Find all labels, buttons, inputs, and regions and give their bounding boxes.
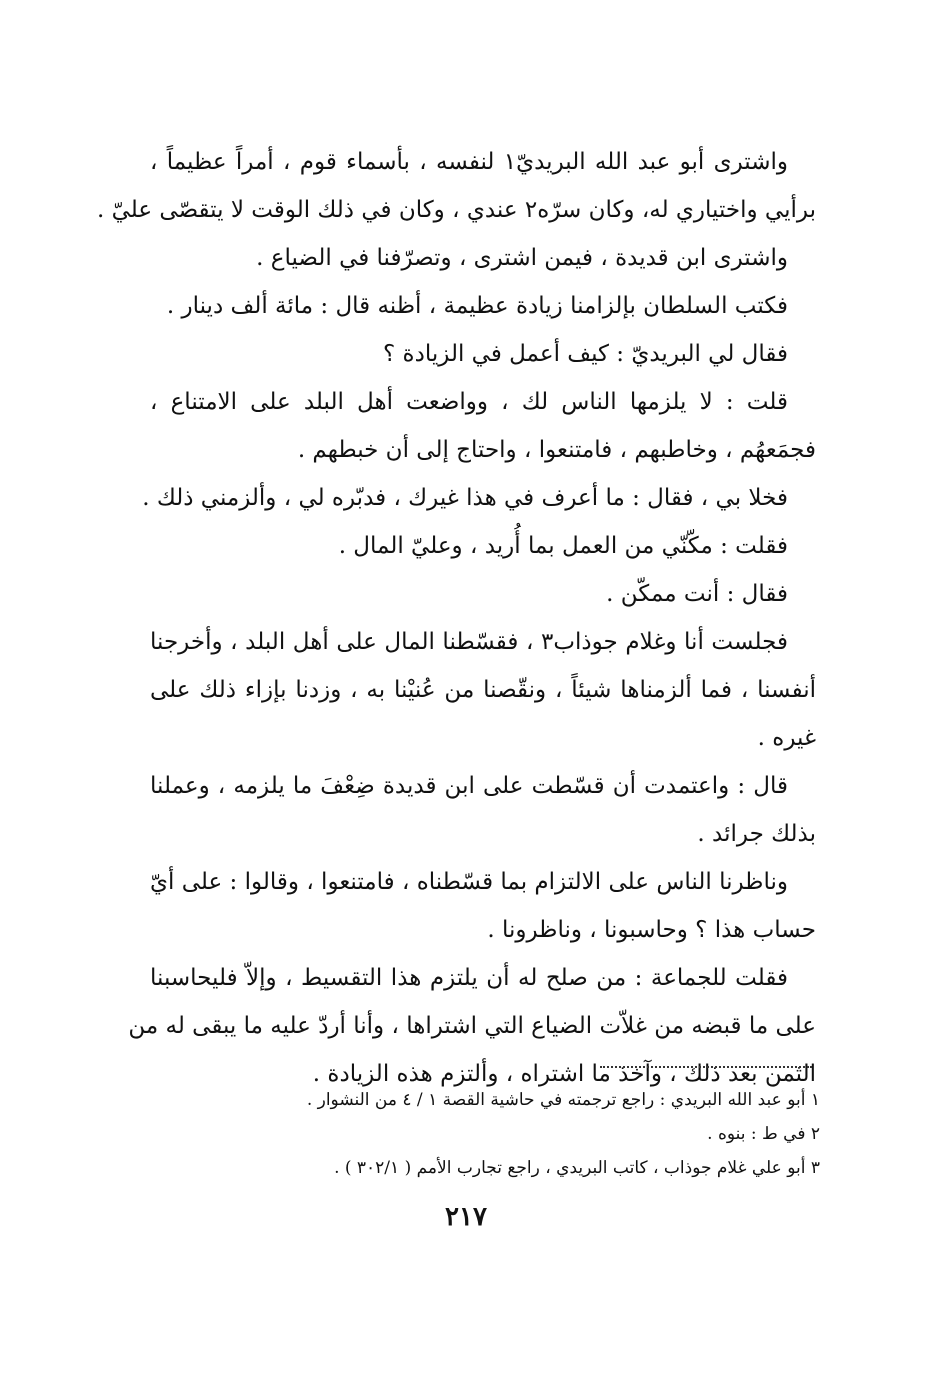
footnote-divider <box>600 1066 812 1068</box>
text-line: فقلت : مكّنّي من العمل بما أُريد ، وعليّ المال . <box>338 533 788 559</box>
footnote-2: ٢ في ط : بنوه . <box>707 1124 820 1144</box>
text-line: أنفسنا ، فما ألزمناها شيئاً ، ونقّصنا من عُنيْنا به ، وزدنا بإزاء ذلك على <box>150 677 816 703</box>
text-line: قلت : لا يلزمها الناس لك ، وواضعت أهل البلد على الامتناع ، <box>150 389 788 415</box>
text-line: برأيي واختياري له، وكان سرّه٢ عندي ، وكان في ذلك الوقت لا يتقصّى عليّ . <box>96 197 816 223</box>
text-line: فقلت للجماعة : من صلح له أن يلتزم هذا التقسيط ، وإلاّ فليحاسبنا <box>150 965 788 991</box>
text-line: واشترى ابن قديدة ، فيمن اشترى ، وتصرّفنا في الضياع . <box>256 245 788 271</box>
text-line: على ما قبضه من غلاّت الضياع التي اشتراها ، وأنا أردّ عليه ما يبقى له من <box>128 1013 816 1039</box>
text-line: فجلست أنا وغلام جوذاب٣ ، فقسّطنا المال على أهل البلد ، وأخرجنا <box>150 629 788 655</box>
body-text <box>96 138 816 1098</box>
text-line: حساب هذا ؟ وحاسبونا ، وناظرونا . <box>487 917 816 943</box>
text-line: قال : واعتمدت أن قسّطت على ابن قديدة ضِعْفَ ما يلزمه ، وعملنا <box>150 773 788 799</box>
footnotes <box>230 1083 820 1185</box>
text-line: فقال لي البريديّ : كيف أعمل في الزيادة ؟ <box>383 341 788 367</box>
text-line: الثمن بعد ذلك ، وآخذ ما اشتراه ، وألتزم هذه الزيادة . <box>312 1061 816 1087</box>
text-line: فكتب السلطان بإلزامنا زيادة عظيمة ، أظنه قال : مائة ألف دينار . <box>166 293 788 319</box>
text-line: فخلا بي ، فقال : ما أعرف في هذا غيرك ، فدبّره لي ، وألزمني ذلك . <box>142 485 788 511</box>
text-line: غيره . <box>757 725 816 751</box>
text-line: فقال : أنت ممكّن . <box>606 581 788 607</box>
page-number: ٢١٧ <box>445 1202 487 1232</box>
text-line: وناظرنا الناس على الالتزام بما قسّطناه ، فامتنعوا ، وقالوا : على أيّ <box>150 869 788 895</box>
text-line: واشترى أبو عبد الله البريديّ١ لنفسه ، بأسماء قوم ، أمراً عظيماً ، <box>150 149 788 175</box>
text-line: بذلك جرائد . <box>697 821 816 847</box>
footnote-3: ٣ أبو علي غلام جوذاب ، كاتب البريدي ، راجع تجارب الأمم ( ٣٠٢/١ ) . <box>334 1158 820 1178</box>
footnote-1: ١ أبو عبد الله البريدي : راجع ترجمته في حاشية القصة ١ / ٤ من النشوار . <box>306 1090 820 1110</box>
text-line: فجمَعهُم ، وخاطبهم ، فامتنعوا ، واحتاج إلى أن خبطهم . <box>297 437 816 463</box>
